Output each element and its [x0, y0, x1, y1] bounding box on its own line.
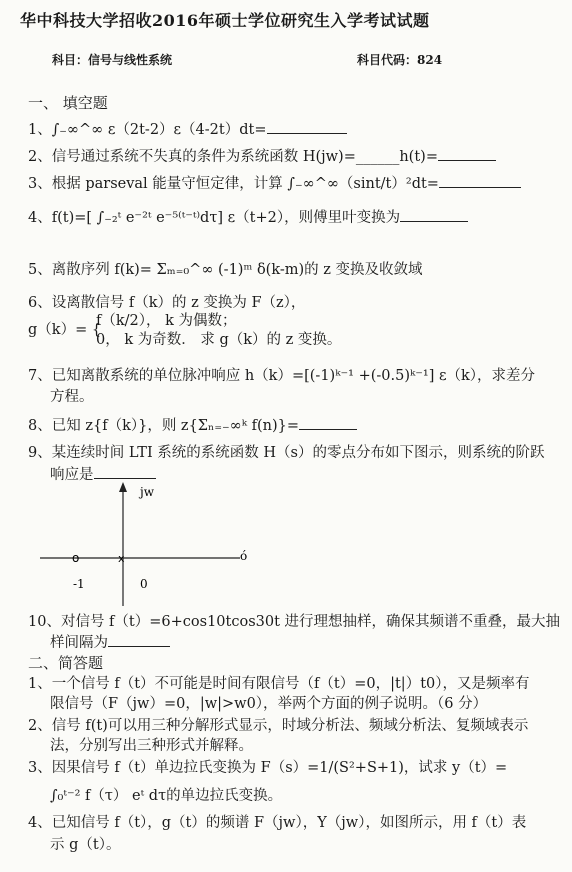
zero-distribution-figure: [40, 478, 260, 608]
question-1-6-case-even: f（k/2）， k 为偶数；: [96, 313, 237, 329]
section-fill-in-title: 一、 填空题: [28, 94, 108, 112]
section-short-answer-title: 二、简答题: [28, 654, 104, 672]
question-1-7-line-2: 方程。: [50, 389, 94, 405]
question-1-1: [28, 118, 347, 139]
imaginary-axis-arrow-icon: [119, 482, 127, 492]
question-1-1-text: 1、∫₋∞^∞ ε（2t-2）ε（4-2t）dt=: [28, 122, 267, 138]
x-axis-label: ó: [240, 549, 248, 563]
question-2-3-line-2: ∫₀ᵗ⁻² f（τ） eᵗ dτ的单边拉氏变换。: [50, 788, 283, 804]
answer-blank: [400, 209, 468, 222]
question-1-4: [28, 206, 468, 227]
question-1-6-g-def: g（k）= {: [28, 322, 102, 338]
question-1-3-text: 3、根据 parseval 能量守恒定律，计算 ∫₋∞^∞（sint/t）²dt=: [28, 176, 439, 192]
question-1-8-text: 8、已知 z{f（k）}，则 z{Σₙ₌₋∞ᵏ f(n)}=: [28, 418, 300, 434]
answer-blank: [439, 175, 521, 188]
answer-blank: [299, 417, 357, 430]
subject-code: 科目代码：824: [357, 53, 443, 67]
question-1-9-text: 响应是: [50, 467, 94, 483]
question-1-10-line-1: 10、对信号 f（t）=6+cos10tcos30t 进行理想抽样，确保其频谱不重叠，最大抽: [28, 614, 561, 630]
tick-label-zero: 0: [140, 577, 148, 591]
question-1-7-line-1: 7、已知离散系统的单位脉冲响应 h（k）=[(-1)ᵏ⁻¹ +(-0.5)ᵏ⁻¹] ε（k），求差分: [28, 368, 536, 384]
question-2-3-line-1: 3、因果信号 f（t）单边拉氏变换为 F（s）=1/(S²+S+1)，试求 y（t）=: [28, 760, 508, 776]
answer-blank: [267, 121, 347, 134]
question-1-3: [28, 172, 521, 193]
question-1-6-case-odd: 0， k 为奇数． 求 g（k）的 z 变换。: [96, 332, 342, 348]
question-2-2-line-2: 法，分别写出三种形式并解释。: [50, 738, 253, 754]
question-1-6-line-1: 6、设离散信号 f（k）的 z 变换为 F（z），: [28, 295, 306, 311]
question-1-9-line-1: 9、某连续时间 LTI 系统的系统函数 H（s）的零点分布如下图示，则系统的阶跃: [28, 445, 545, 461]
y-axis-label: jw: [140, 485, 154, 499]
zero-marker: o: [72, 551, 80, 565]
answer-blank: [108, 634, 170, 647]
question-1-10-text: 样间隔为: [50, 635, 108, 651]
exam-title: 华中科技大学招收2016年硕士学位研究生入学考试试题: [20, 11, 430, 30]
question-1-8: [28, 414, 357, 435]
question-2-2-line-1: 2、信号 f(t)可以用三种分解形式显示，时域分析法、频域分析法、复频域表示: [28, 718, 529, 734]
tick-label-minus-one: -1: [73, 577, 85, 591]
question-1-4-text: 4、f(t)=[ ∫₋₂ᵗ e⁻²ᵗ e⁻⁵⁽ᵗ⁻ᵗ⁾dτ] ε（t+2），则傅里叶变换为: [28, 210, 401, 226]
question-2-1-line-2: 限信号（F（jw）=0，|w|>w0），举两个方面的例子说明。（6 分）: [50, 696, 488, 712]
question-2-1-line-1: 1、一个信号 f（t）不可能是时间有限信号（f（t）=0，|t|）t0），又是频率有: [28, 676, 530, 692]
origin-marker: x: [118, 552, 125, 565]
answer-blank: [438, 148, 496, 161]
question-1-10-line-2: [50, 631, 170, 652]
subject-label: 科目：信号与线性系统: [52, 53, 173, 67]
question-2-4-line-1: 4、已知信号 f（t），g（t）的频谱 F（jw），Y（jw），如图所示，用 f（t）表: [28, 815, 527, 831]
question-2-4-line-2: 示 g（t）。: [50, 837, 121, 853]
question-1-2-text: 2、信号通过系统不失真的条件为系统函数 H(jw)=______h(t)=: [28, 149, 438, 165]
question-1-5: 5、离散序列 f(k)= Σₘ₌₀^∞ (-1)ᵐ δ(k-m)的 z 变换及收敛域: [28, 262, 423, 278]
question-1-2: [28, 145, 496, 166]
